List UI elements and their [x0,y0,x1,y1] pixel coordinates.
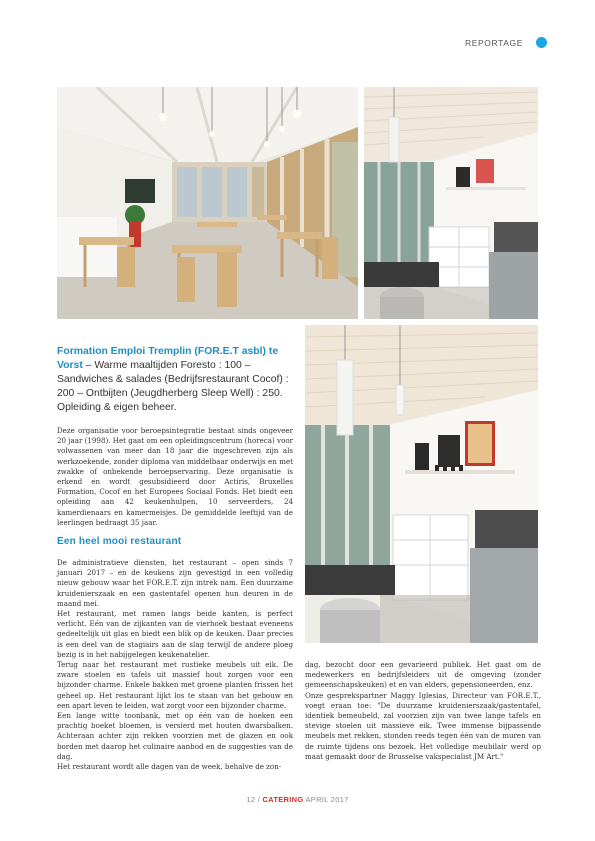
intro-paragraph: Deze organisatie voor beroepsintegratie bestaat sinds ongeveer 20 jaar (1998). Het gaat om een opleidingscentrum (horeca) voor volwassenen van meer dan 18 jaar die ingeschreven zijn als werkzoekende, zonder diploma van middelbaar onderwijs en met zwakke of onbekende beroepservaring. Deze organisatie is erkend en wordt gesubsidieerd door Actiris, Bruxelles Formation, Cocof en het Europees Sociaal Fonds. Het biedt een opleiding aan 42 keukenhulpen, 10 serveerders, 24 kamerdienaars en kamermeisjes. De gemiddelde leeftijd van de leerlingen bedraagt 35 jaar. [57,426,293,527]
body-paragraph: Het restaurant wordt alle dagen van de week, behalve de zon- [57,762,282,772]
restaurant-dining-room-photo [57,87,358,319]
lead-text: – Warme maaltijden Foresto : 100 – Sandwiches & salades (Bedrijfsrestaurant Cocof) : 200 – Ontbijten (Jeugdherberg Sleep Well) : 250. Opleiding & eigen beheer. [57,360,289,413]
lead-highlight: Formation Emploi Tremplin (FOR.E.T asbl) te Vorst [57,346,279,371]
kitchen-counter-photo-top [364,87,538,319]
body-column-left [57,558,293,772]
section-accent-dot [536,37,547,48]
page-number: 12 [246,795,256,804]
footer-separator: / [257,795,261,804]
section-label: REPORTAGE [465,38,523,48]
page-footer [0,795,595,804]
body-column-right [305,660,541,762]
issue-date: APRIL 2017 [305,795,349,804]
lead-paragraph [57,345,293,415]
magazine-name: CATERING [262,795,304,804]
body-paragraph: Het restaurant, met ramen langs beide kanten, is perfect verlicht. Eén van de zijkanten van de vierhoek bestaat eveneens gedeeltelijk uit glas en biedt een blik op de keuken. Daar precies is een deel van de stagiairs aan de slag terwijl de andere ploeg bezig is in het nabijgelegen keukenatelier. [57,609,293,659]
kitchen-counter-photo-large [305,325,538,643]
body-paragraph: Terug naar het restaurant met rustieke meubels uit eik. De zware stoelen en tafels uit massief hout zorgen voor een bijzonder charme. Enkele bakken met groene planten frissen het geheel op. Het restaurant lijkt los te staan van het gebouw en een apart leven te leiden, wat zorgt voor een bijzonder charme. [57,660,293,710]
body-paragraph: De administratieve diensten, het restaurant – open sinds 7 januari 2017 – en de keukens zijn gevestigd in een volledig nieuw gebouw waar het FOR.E.T. zijn intrek nam. Een duurzame kruidenierszaak en een gastentafel openen hun deuren in de maand mei. [57,558,293,608]
body-paragraph: dag, bezocht door een gevarieerd publiek. Het gaat om de medewerkers en bedrijfsleiders uit de omgeving (zonder gemeenschapskeuken) et en van elders, gepensioneerden, enz. [305,660,541,690]
body-paragraph: Onze gesprekspartner Maggy Iglesias, Directeur van FOR.E.T., voegt eraan toe: "De duurzame kruidenierszaak/gastentafel, identiek bemeubeld, zal voorzien zijn van twee lange tafels en stevige stoelen uit massieve eik. Twee immense bijpassende meubels met rekken, stonden reeds tegen één van de muren van de ruimte tijdens ons bezoek. Het volledige meubilair werd op maat gemaakt door de Brusselse vakspecialist JM Art." [305,690,541,761]
body-paragraph: Een lange witte toonbank, met op één van de hoeken een prachtig boeket bloemen, is versierd met houten dwarsbalken. Achteraan achter zijn rekken voorzien met de glazen en ook borden met daarop het culinaire aanbod en de suggesties van de dag. [57,711,293,761]
section-subheading: Een heel mooi restaurant [57,536,182,547]
